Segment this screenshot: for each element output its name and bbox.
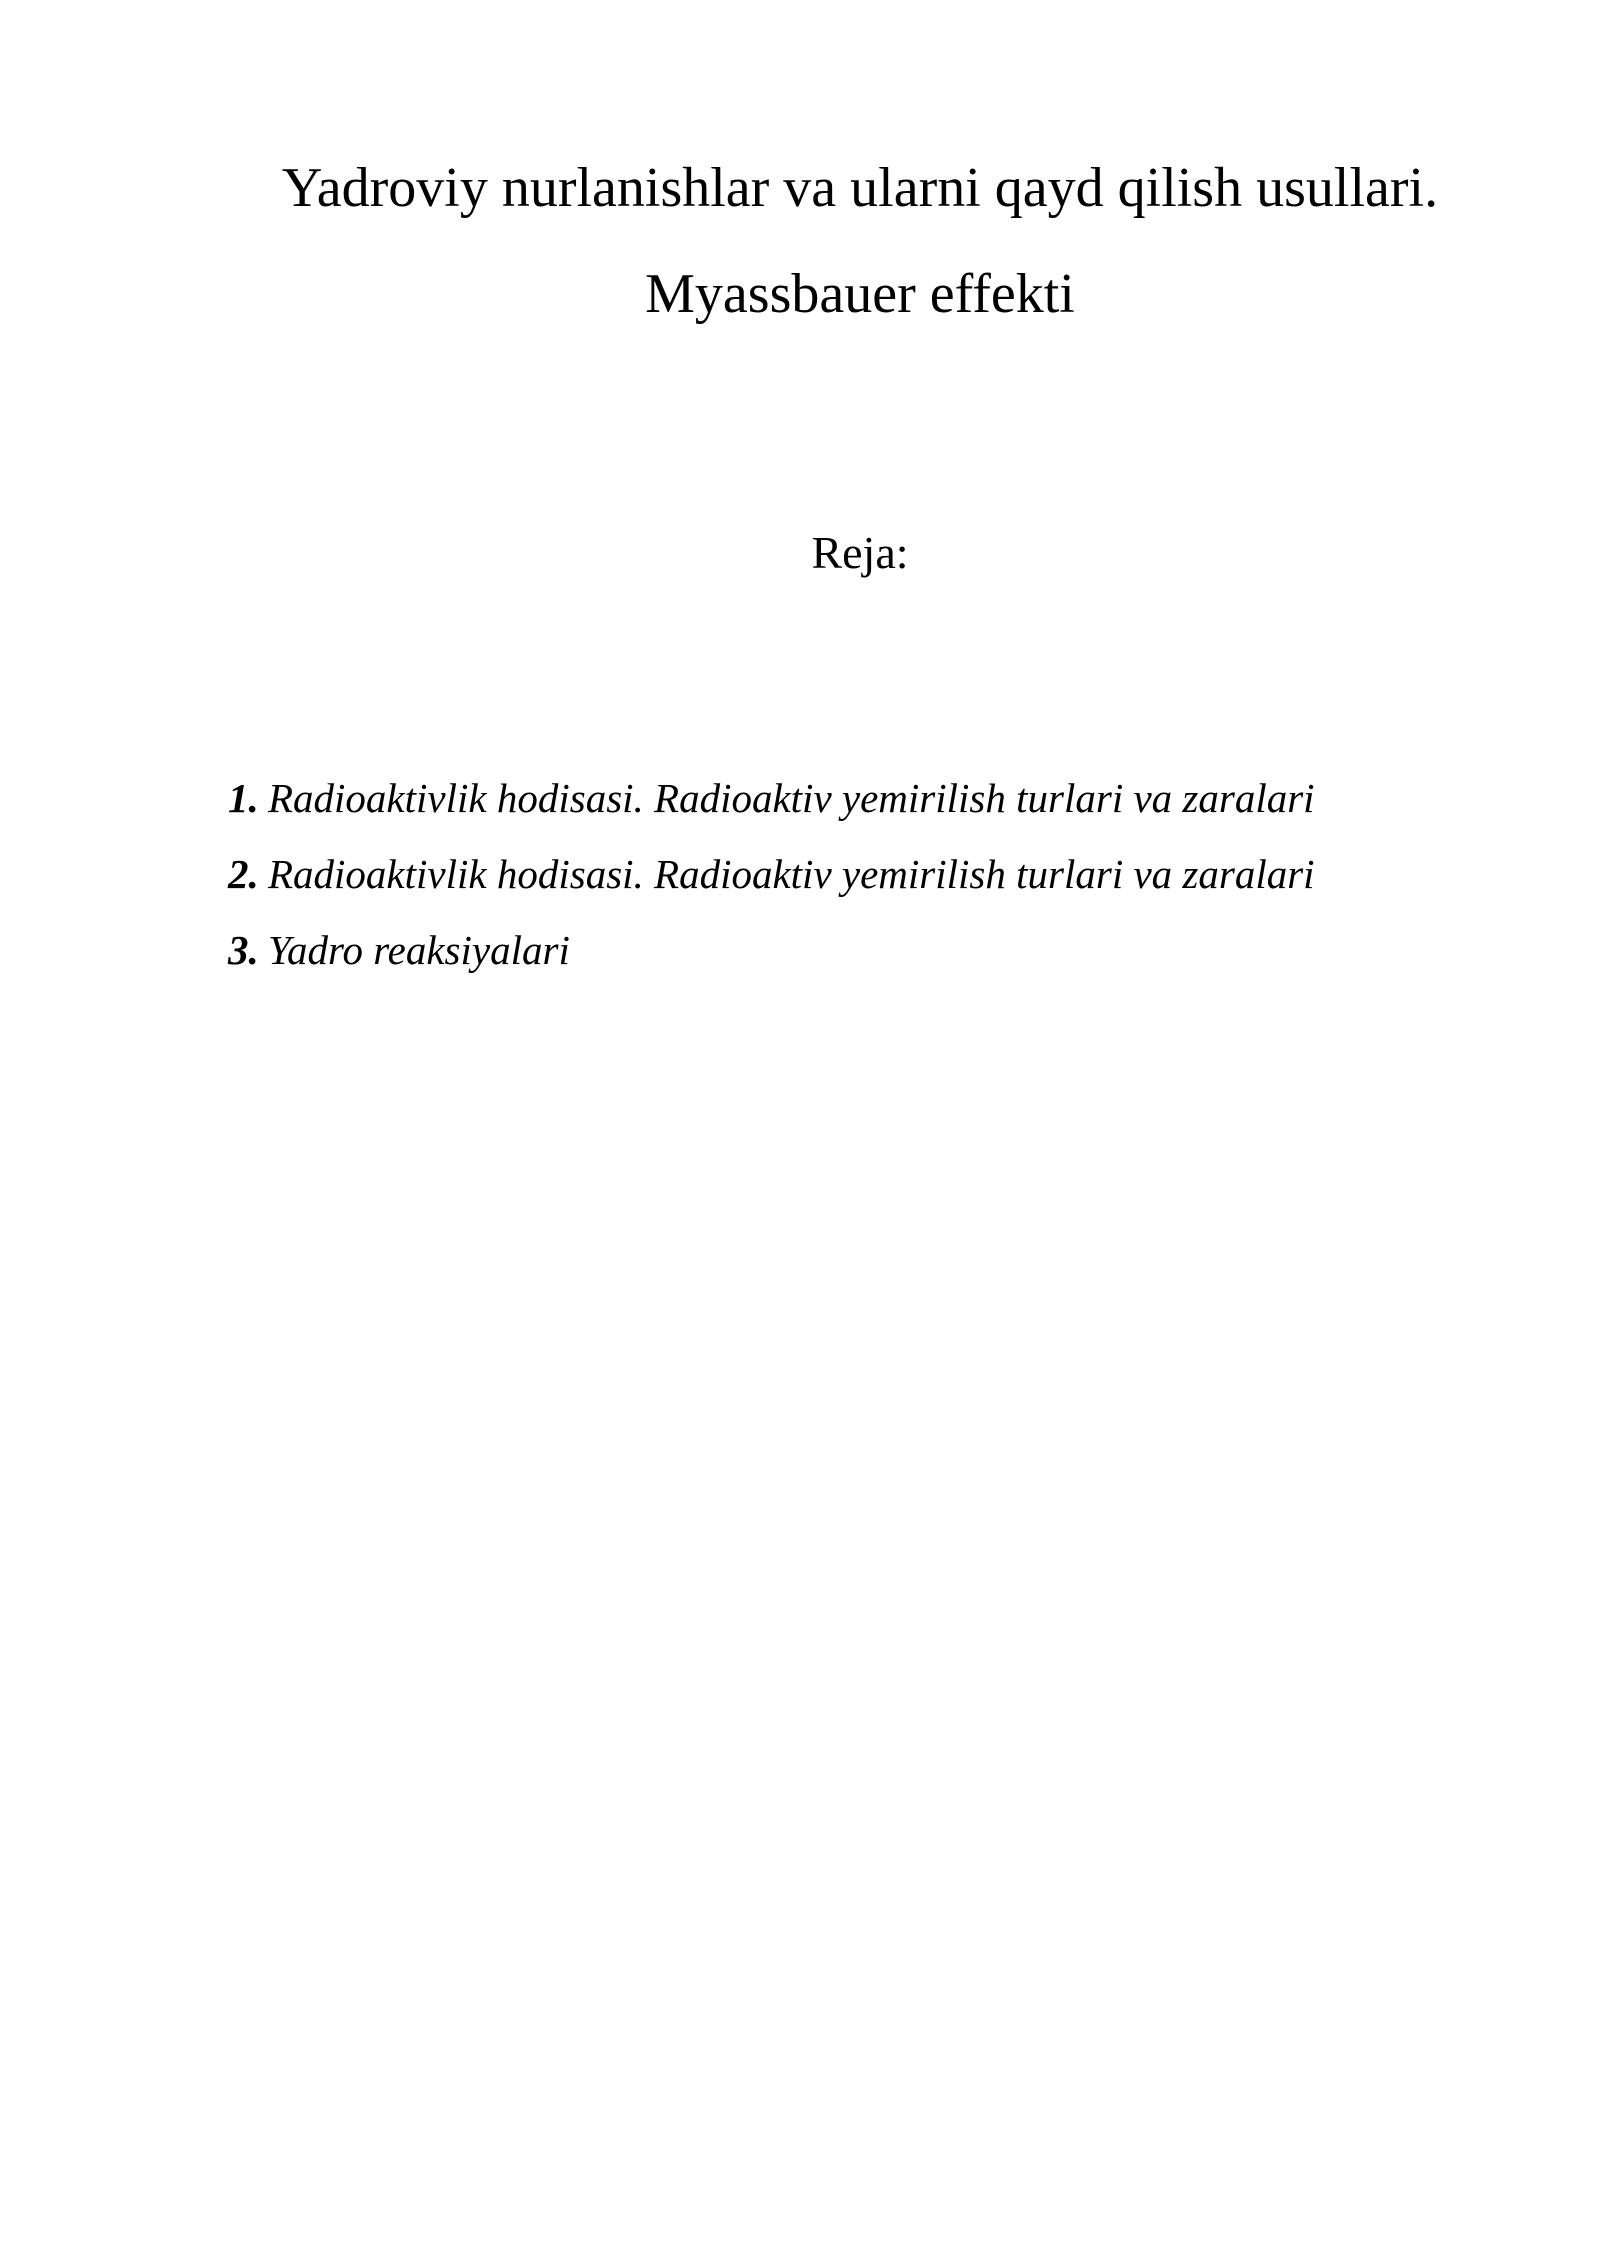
plan-item-text: Radioaktivlik hodisasi. Radioaktiv yemirilish turlari va zaralari xyxy=(268,851,1315,897)
plan-item-2 xyxy=(228,851,1315,930)
document-title-line-1: Yadroviy nurlanishlar va ularni qayd qilish usullari. xyxy=(281,157,1439,219)
document-title-line-2: Myassbauer effekti xyxy=(645,263,1075,325)
plan-item-number: 1. xyxy=(228,775,259,821)
plan-item-1 xyxy=(228,775,1315,854)
plan-heading: Reja: xyxy=(811,527,909,578)
plan-item-text: Yadro reaksiyalari xyxy=(268,927,570,973)
plan-item-number: 2. xyxy=(228,851,259,897)
plan-item-3 xyxy=(228,927,1315,1006)
plan-item-number: 3. xyxy=(228,927,259,973)
plan-list xyxy=(228,775,1315,1006)
plan-item-text: Radioaktivlik hodisasi. Radioaktiv yemirilish turlari va zaralari xyxy=(268,775,1315,821)
